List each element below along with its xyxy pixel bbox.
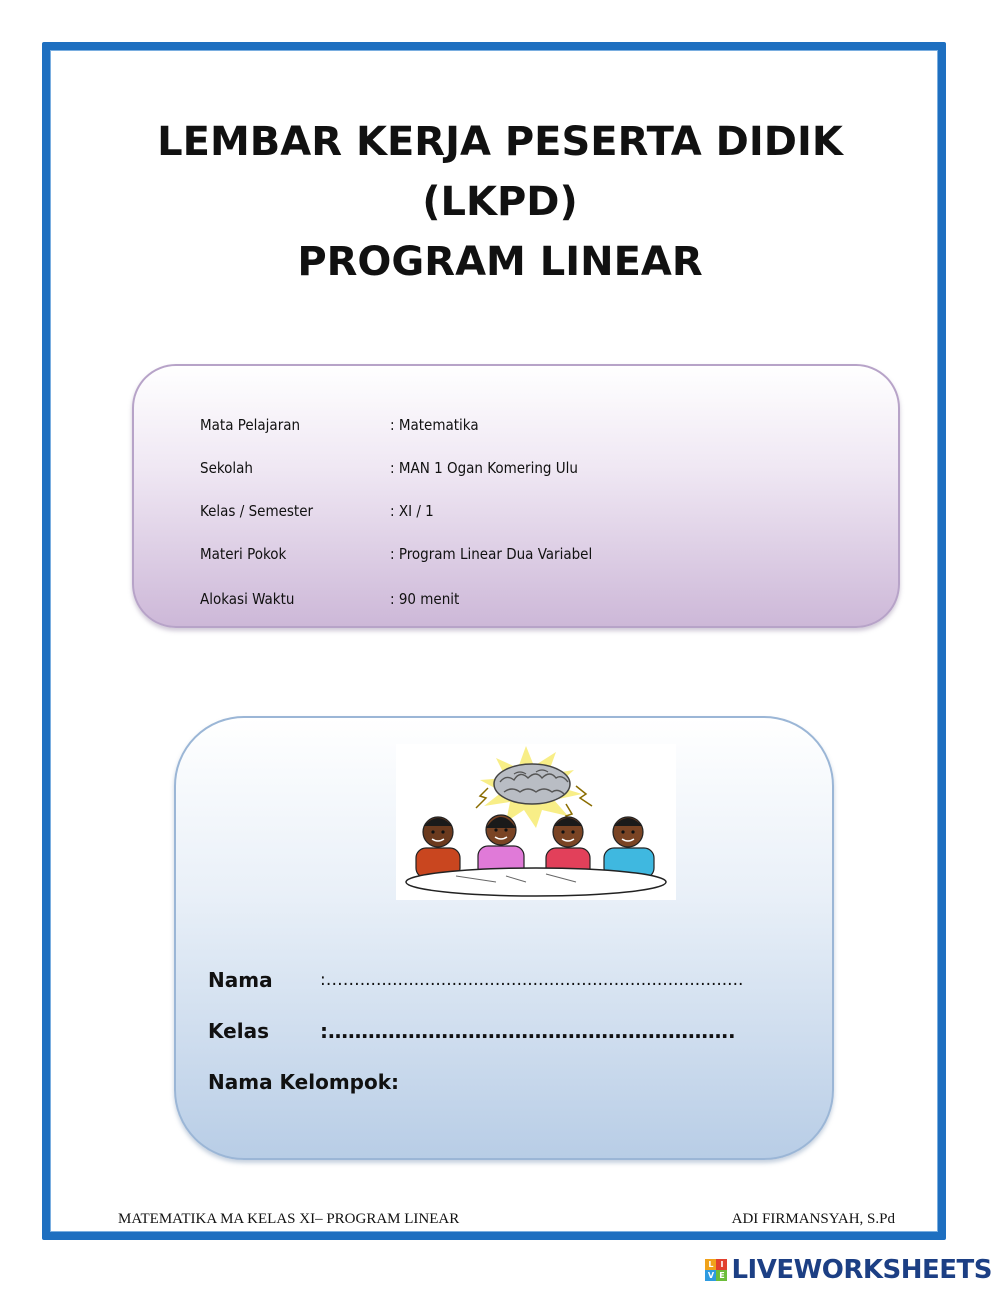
logo-letter: L	[705, 1259, 716, 1270]
logo-letter: V	[705, 1270, 716, 1281]
liveworksheets-brand[interactable]	[705, 1255, 992, 1285]
nama-input-line[interactable]: :…….......................................................................	[320, 970, 744, 990]
info-label: Kelas / Semester	[200, 502, 314, 520]
info-value: : Matematika	[390, 416, 479, 434]
brain-icon	[494, 764, 570, 804]
title-line-1: LEMBAR KERJA PESERTA DIDIK	[157, 119, 843, 165]
group-discussion-illustration	[396, 744, 676, 900]
logo-letter: E	[716, 1270, 727, 1281]
info-value: : MAN 1 Ogan Komering Ulu	[390, 459, 578, 477]
nama-label: Nama	[208, 968, 273, 992]
title-line-3: PROGRAM LINEAR	[297, 239, 703, 285]
nama-kelompok-label: Nama Kelompok:	[208, 1070, 400, 1094]
logo-letter: I	[716, 1259, 727, 1270]
kelas-input-line[interactable]: :…………………………………………………….	[320, 1019, 736, 1043]
title-line-2: (LKPD)	[422, 179, 578, 225]
nama-kelompok-field	[208, 1070, 808, 1100]
info-label: Alokasi Waktu	[200, 590, 295, 608]
kelas-label: Kelas	[208, 1019, 269, 1043]
document-title	[0, 112, 1000, 292]
footer-course: MATEMATIKA MA KELAS XI– PROGRAM LINEAR	[118, 1211, 460, 1227]
info-label: Sekolah	[200, 459, 253, 477]
table-icon	[406, 868, 666, 896]
info-value: : XI / 1	[390, 502, 434, 520]
liveworksheets-logo-icon	[705, 1259, 727, 1281]
nama-field	[208, 968, 808, 998]
kelas-field	[208, 1019, 808, 1049]
footer-author: ADI FIRMANSYAH, S.Pd	[731, 1211, 895, 1227]
info-value: : Program Linear Dua Variabel	[390, 545, 593, 563]
info-value: : 90 menit	[390, 590, 460, 608]
info-label: Mata Pelajaran	[200, 416, 301, 434]
info-label: Materi Pokok	[200, 545, 287, 563]
subject-info-box	[132, 364, 900, 628]
liveworksheets-wordmark: LIVEWORKSHEETS	[731, 1255, 992, 1285]
student-identity-box	[174, 716, 834, 1160]
